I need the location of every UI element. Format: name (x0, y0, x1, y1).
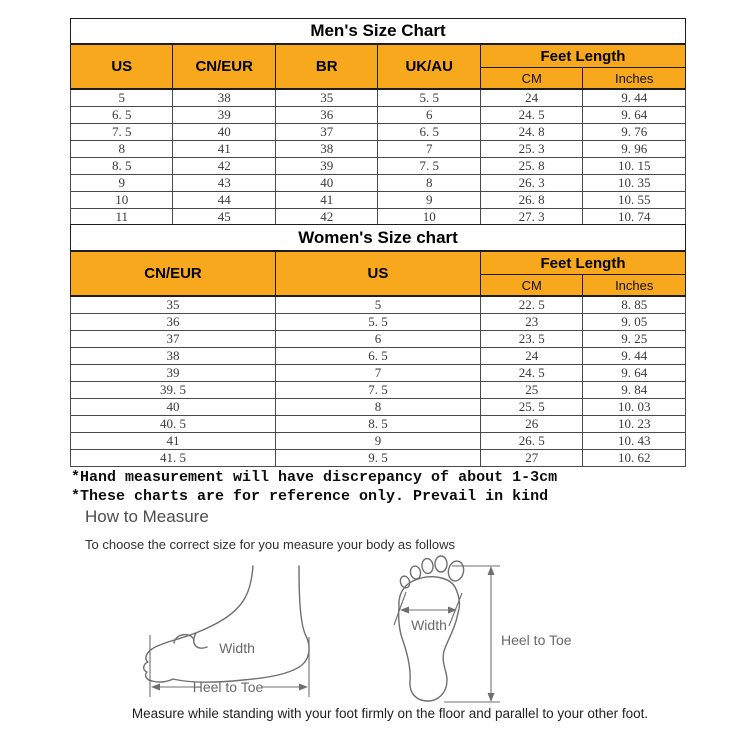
table-cell: 8 (378, 175, 480, 192)
table-cell: 7. 5 (275, 382, 480, 399)
table-row (71, 175, 686, 192)
table-cell: 9. 64 (583, 107, 686, 124)
table-cell: 45 (173, 209, 275, 226)
side-view-width-label: Width (219, 640, 255, 656)
column-header-cm: CM (480, 275, 582, 297)
arrowhead-right (299, 684, 308, 691)
table-cell: 26. 3 (480, 175, 582, 192)
table-cell: 11 (71, 209, 173, 226)
table-cell: 36 (71, 314, 276, 331)
width-leader-curve (194, 633, 207, 648)
table-cell: 9. 64 (583, 365, 686, 382)
table-cell: 9 (71, 175, 173, 192)
table-cell: 7. 5 (71, 124, 173, 141)
column-header-us: US (71, 44, 173, 89)
toe-4 (435, 556, 447, 572)
table-cell: 42 (275, 209, 377, 226)
table-row (71, 331, 686, 348)
table-cell: 7 (275, 365, 480, 382)
table-cell: 25 (480, 382, 582, 399)
table-cell: 8 (275, 399, 480, 416)
table-cell: 10. 43 (583, 433, 686, 450)
table-row (71, 399, 686, 416)
top-view-width-label: Width (411, 617, 447, 633)
table-cell: 40 (275, 175, 377, 192)
mens-size-table (70, 18, 686, 226)
table-cell: 6. 5 (378, 124, 480, 141)
table-cell: 25. 8 (480, 158, 582, 175)
table-cell: 10. 03 (583, 399, 686, 416)
table-cell: 23. 5 (480, 331, 582, 348)
foot-side-outline (144, 566, 309, 682)
table-cell: 8. 85 (583, 296, 686, 314)
table-row (71, 296, 686, 314)
table-cell: 9 (275, 433, 480, 450)
table-row (71, 382, 686, 399)
mens-table-title: Men's Size Chart (71, 19, 686, 45)
table-cell: 24. 5 (480, 365, 582, 382)
table-cell: 38 (275, 141, 377, 158)
table-cell: 36 (275, 107, 377, 124)
column-header-feet-length: Feet Length (480, 44, 685, 68)
big-toe (447, 560, 466, 583)
table-cell: 25. 5 (480, 399, 582, 416)
table-cell: 10. 55 (583, 192, 686, 209)
table-cell: 10. 35 (583, 175, 686, 192)
arrowhead-up (488, 566, 495, 575)
table-cell: 27. 3 (480, 209, 582, 226)
table-row (71, 107, 686, 124)
table-cell: 26 (480, 416, 582, 433)
toe-2 (409, 565, 421, 580)
table-row (71, 450, 686, 467)
table-cell: 9. 44 (583, 348, 686, 365)
table-cell: 9 (378, 192, 480, 209)
table-row (71, 416, 686, 433)
table-row (71, 314, 686, 331)
table-cell: 6. 5 (275, 348, 480, 365)
table-cell: 39 (173, 107, 275, 124)
table-cell: 9. 44 (583, 89, 686, 107)
table-cell: 26. 8 (480, 192, 582, 209)
womens-table-title: Women's Size chart (71, 225, 686, 252)
table-cell: 10 (71, 192, 173, 209)
side-view-length-label: Heel to Toe (192, 679, 264, 695)
table-cell: 22. 5 (480, 296, 582, 314)
table-row (71, 192, 686, 209)
table-cell: 41 (173, 141, 275, 158)
table-cell: 41. 5 (71, 450, 276, 467)
table-cell: 39 (275, 158, 377, 175)
column-header-cm: CM (480, 68, 582, 90)
table-cell: 35 (275, 89, 377, 107)
table-cell: 7. 5 (378, 158, 480, 175)
table-row (71, 348, 686, 365)
note-reference-only: *These charts are for reference only. Prevail in kind (71, 488, 549, 505)
arrowhead-left (151, 684, 160, 691)
table-header-row (71, 251, 686, 275)
table-cell: 8. 5 (275, 416, 480, 433)
table-title-row (71, 19, 686, 45)
table-cell: 44 (173, 192, 275, 209)
column-header-cn-eur: CN/EUR (71, 251, 276, 296)
how-to-measure-subheading: To choose the correct size for you measure your body as follows (85, 537, 455, 552)
table-row (71, 124, 686, 141)
table-cell: 39 (71, 365, 276, 382)
table-cell: 6. 5 (71, 107, 173, 124)
table-row (71, 158, 686, 175)
table-header-row (71, 44, 686, 68)
table-cell: 24. 5 (480, 107, 582, 124)
table-cell: 10 (378, 209, 480, 226)
table-cell: 23 (480, 314, 582, 331)
table-cell: 38 (71, 348, 276, 365)
table-cell: 9. 76 (583, 124, 686, 141)
table-cell: 10. 15 (583, 158, 686, 175)
disclaimer-notes (71, 468, 557, 506)
table-cell: 43 (173, 175, 275, 192)
column-header-uk-au: UK/AU (378, 44, 480, 89)
table-cell: 9. 96 (583, 141, 686, 158)
table-cell: 5 (71, 89, 173, 107)
table-cell: 6 (378, 107, 480, 124)
width-arrowhead-left (400, 607, 409, 614)
column-header-cn-eur: CN/EUR (173, 44, 275, 89)
table-cell: 8 (71, 141, 173, 158)
foot-top-view-diagram (394, 556, 572, 702)
table-cell: 10. 62 (583, 450, 686, 467)
table-title-row (71, 225, 686, 252)
table-cell: 35 (71, 296, 276, 314)
table-cell: 8. 5 (71, 158, 173, 175)
column-header-br: BR (275, 44, 377, 89)
table-cell: 40. 5 (71, 416, 276, 433)
footprint-outline (399, 577, 460, 701)
table-cell: 25. 3 (480, 141, 582, 158)
note-measurement-discrepancy: *Hand measurement will have discrepancy of about 1-3cm (71, 469, 558, 486)
table-cell: 42 (173, 158, 275, 175)
table-cell: 5 (275, 296, 480, 314)
table-cell: 9. 25 (583, 331, 686, 348)
measurement-diagrams (0, 552, 750, 706)
table-row (71, 365, 686, 382)
table-cell: 37 (275, 124, 377, 141)
table-cell: 40 (173, 124, 275, 141)
table-cell: 41 (275, 192, 377, 209)
table-cell: 41 (71, 433, 276, 450)
table-cell: 5. 5 (378, 89, 480, 107)
column-header-inches: Inches (583, 68, 686, 90)
table-row (71, 433, 686, 450)
table-cell: 37 (71, 331, 276, 348)
column-header-feet-length: Feet Length (480, 251, 685, 275)
table-row (71, 209, 686, 226)
table-cell: 10. 23 (583, 416, 686, 433)
table-row (71, 89, 686, 107)
foot-side-view-diagram (144, 566, 309, 697)
table-cell: 24 (480, 89, 582, 107)
table-cell: 26. 5 (480, 433, 582, 450)
table-cell: 9. 05 (583, 314, 686, 331)
table-cell: 27 (480, 450, 582, 467)
top-view-length-label: Heel to Toe (501, 632, 572, 648)
table-cell: 24 (480, 348, 582, 365)
table-cell: 7 (378, 141, 480, 158)
table-cell: 6 (275, 331, 480, 348)
how-to-measure-heading: How to Measure (85, 507, 209, 526)
toe-3 (421, 558, 434, 574)
table-cell: 24. 8 (480, 124, 582, 141)
column-header-inches: Inches (583, 275, 686, 297)
table-cell: 39. 5 (71, 382, 276, 399)
table-cell: 9. 84 (583, 382, 686, 399)
table-cell: 38 (173, 89, 275, 107)
column-header-us: US (275, 251, 480, 296)
table-cell: 10. 74 (583, 209, 686, 226)
womens-size-table (70, 224, 686, 467)
arrowhead-down (488, 693, 495, 702)
table-cell: 9. 5 (275, 450, 480, 467)
table-cell: 40 (71, 399, 276, 416)
table-row (71, 141, 686, 158)
measure-instruction-caption: Measure while standing with your foot firmly on the floor and parallel to your other foot. (131, 706, 649, 721)
table-cell: 5. 5 (275, 314, 480, 331)
